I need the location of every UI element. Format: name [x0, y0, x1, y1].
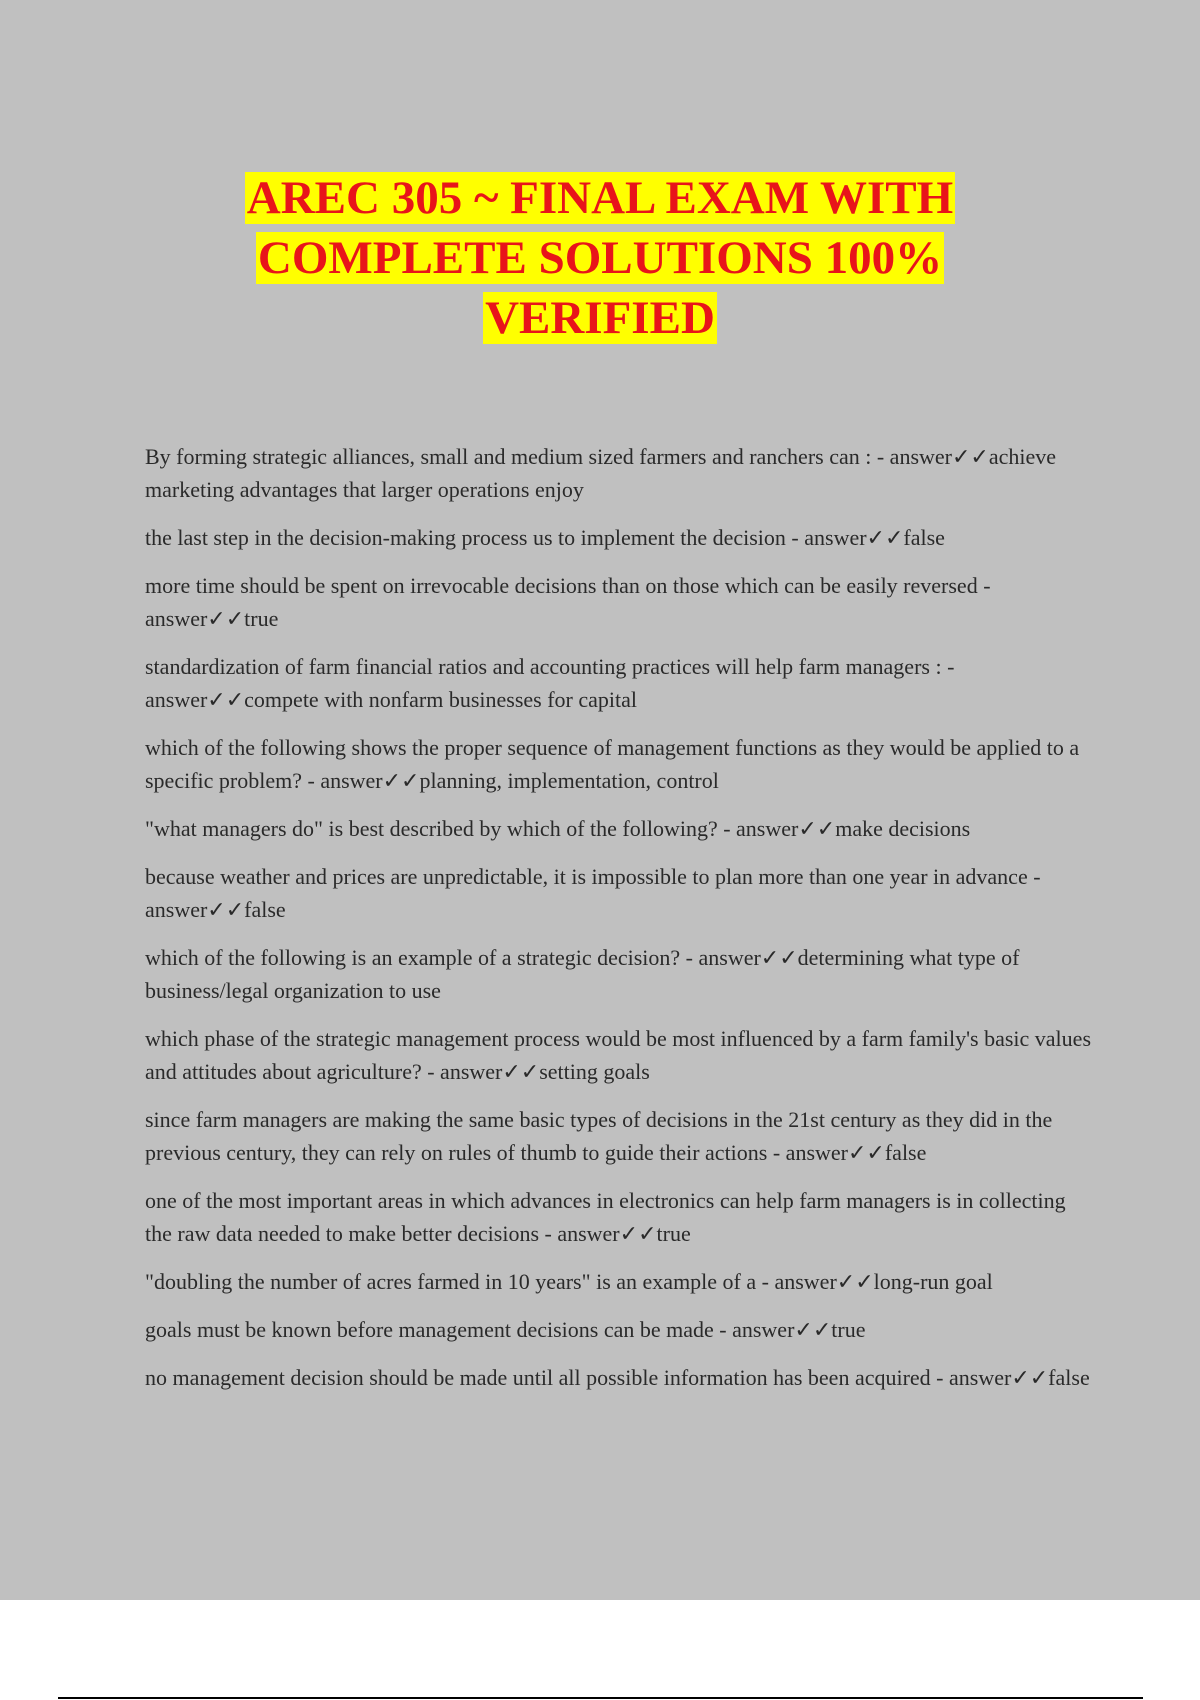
qa-item: "what managers do" is best described by which of the following? - answer✓✓make decisions: [145, 816, 971, 841]
qa-item: since farm managers are making the same basic types of decisions in the 21st century as they did in the previous century, they can rely on rules of thumb to guide their actions - answer✓✓false: [145, 1107, 1053, 1165]
title-line-3: [0, 288, 1200, 348]
title-line-2: [0, 228, 1200, 288]
qa-item: more time should be spent on irrevocable decisions than on those which can be easily reversed - answer✓✓true: [145, 573, 991, 631]
qa-item: goals must be known before management decisions can be made - answer✓✓true: [145, 1317, 866, 1342]
qa-item: which phase of the strategic management process would be most influenced by a farm family's basic values and attitudes about agriculture? - answer✓✓setting goals: [145, 1026, 1091, 1084]
title-line-3-text: VERIFIED: [485, 292, 715, 344]
qa-item: "doubling the number of acres farmed in 10 years" is an example of a - answer✓✓long-run goal: [145, 1269, 993, 1294]
title-line-1-text: AREC 305 ~ FINAL EXAM WITH: [246, 172, 954, 224]
qa-item: which of the following is an example of a strategic decision? - answer✓✓determining what type of business/legal organization to use: [145, 945, 1020, 1003]
document-title: [0, 168, 1200, 348]
question-answer-list: [145, 440, 1095, 1409]
qa-item: which of the following shows the proper sequence of management functions as they would be applied to a specific problem? - answer✓✓planning, implementation, control: [145, 735, 1080, 793]
title-line-1: [0, 168, 1200, 228]
qa-item: standardization of farm financial ratios and accounting practices will help farm managers : - answer✓✓compete with nonfarm businesses for capital: [145, 654, 955, 712]
qa-item: By forming strategic alliances, small and medium sized farmers and ranchers can : - answer✓✓achieve marketing advantages that larger operations enjoy: [145, 444, 1057, 502]
title-line-2-text: COMPLETE SOLUTIONS 100%: [257, 232, 943, 284]
footer-divider: [58, 1697, 1143, 1699]
qa-item: one of the most important areas in which advances in electronics can help farm managers is in collecting the raw data needed to make better decisions - answer✓✓true: [145, 1188, 1066, 1246]
qa-item: because weather and prices are unpredictable, it is impossible to plan more than one year in advance - answer✓✓false: [145, 864, 1041, 922]
qa-item: no management decision should be made until all possible information has been acquired - answer✓✓false: [145, 1365, 1090, 1390]
qa-item: the last step in the decision-making process us to implement the decision - answer✓✓false: [145, 525, 945, 550]
